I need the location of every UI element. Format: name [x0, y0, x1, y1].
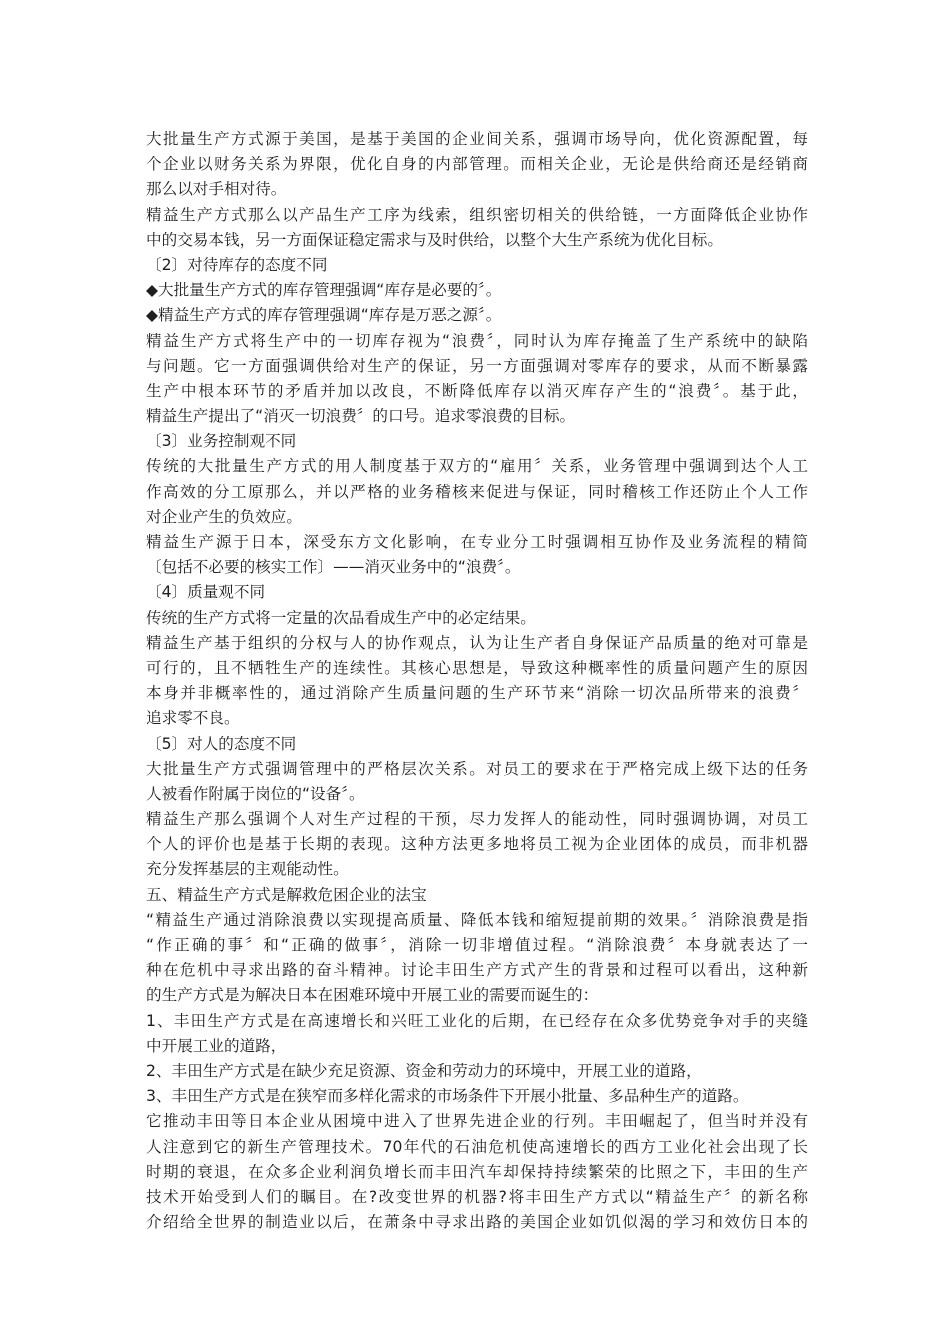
text-line: ◆大批量生产方式的库存管理强调“库存是必要的〞。: [146, 281, 502, 300]
document-body: [146, 127, 808, 1235]
text-line: 精益生产基于组织的分权与人的协作观点，认为让生产者自身保证产品质量的绝对可靠是: [146, 633, 808, 652]
paragraph: [146, 757, 808, 807]
text-line: 〔4〕质量观不同: [146, 583, 266, 602]
text-line: 个企业以财务关系为界限，优化自身的内部管理。而相关企业，无论是供给商还是经销商: [146, 155, 808, 174]
paragraph: [146, 454, 808, 530]
text-line: 〔3〕业务控制观不同: [146, 432, 297, 451]
text-line: 那么以对手相对待。: [146, 180, 287, 199]
paragraph: [146, 1109, 808, 1235]
text-line: 精益生产那么强调个人对生产过程的干预，尽力发挥人的能动性，同时强调协调，对员工: [146, 810, 808, 829]
text-line: ◆精益生产方式的库存管理强调“库存是万恶之源〞。: [146, 306, 502, 325]
text-line: 时期的衰退，在众多企业利润负增长而丰田汽车却保持持续繁荣的比照之下，丰田的生产: [146, 1162, 808, 1181]
text-line: 人注意到它的新生产管理技术。70年代的石油危机使高速增长的西方工业化社会出现了长: [146, 1137, 808, 1156]
paragraph: [146, 203, 808, 253]
paragraph: [146, 1059, 808, 1084]
text-line: 大批量生产方式强调管理中的严格层次关系。对员工的要求在于严格完成上级下达的任务: [146, 759, 808, 778]
text-line: 生产中根本环节的矛盾并加以改良，不断降低库存以消灭库存产生的“浪费〞。基于此，: [146, 381, 808, 400]
text-line: 2、丰田生产方式是在缺少充足资源、资金和劳动力的环境中，开展工业的道路，: [146, 1061, 702, 1080]
text-line: 1、丰田生产方式是在高速增长和兴旺工业化的后期，在已经存在众多优势竞争对手的夹缝: [146, 1011, 808, 1030]
paragraph: [146, 908, 808, 1009]
text-line: “作正确的事〞和“正确的做事〞，消除一切非增值过程。“消除浪费〞本身就表达了一: [146, 936, 808, 954]
text-line: 个人的评价也是基于长期的表现。这种方法更多地将员工视为企业团体的成员，而非机器: [146, 835, 808, 854]
paragraph: [146, 303, 808, 328]
text-line: 本身并非概率性的，通过消除产生质量问题的生产环节来“消除一切次品所带来的浪费〞: [146, 684, 808, 703]
paragraph: [146, 1084, 808, 1109]
text-line: 〔2〕对待库存的态度不同: [146, 255, 328, 274]
paragraph: [146, 1009, 808, 1059]
text-line: 与问题。它一方面强调供给对生产的保证，另一方面强调对零库存的要求，从而不断暴露: [146, 356, 808, 375]
text-line: 中的交易本钱，另一方面保证稳定需求与及时供给，以整个大生产系统为优化目标。: [146, 230, 723, 249]
paragraph: [146, 807, 808, 883]
text-line: 技术开始受到人们的瞩目。在?改变世界的机器?将丰田生产方式以“精益生产〞的新名称: [146, 1187, 808, 1206]
text-line: 中开展工业的道路，: [146, 1036, 287, 1055]
text-line: 传统的大批量生产方式的用人制度基于双方的“雇用〞关系，业务管理中强调到达个人工: [146, 457, 808, 476]
text-line: “精益生产通过消除浪费以实现提高质量、降低本钱和缩短提前期的效果。〞消除浪费是指: [146, 910, 808, 929]
section-heading: [146, 429, 808, 454]
text-line: 五、精益生产方式是解救危困企业的法宝: [146, 885, 427, 904]
text-line: 种在危机中寻求出路的奋斗精神。讨论丰田生产方式产生的背景和过程可以看出，这种新: [146, 961, 808, 980]
text-line: 精益生产源于日本，深受东方文化影响，在专业分工时强调相互协作及业务流程的精简: [146, 533, 808, 551]
text-line: 精益生产提出了“消灭一切浪费〞的口号。追求零浪费的目标。: [146, 407, 576, 426]
paragraph: [146, 606, 808, 631]
text-line: 〔包括不必要的核实工作〕——消灭业务中的“浪费〞。: [146, 558, 521, 577]
paragraph: [146, 127, 808, 203]
paragraph: [146, 631, 808, 732]
text-line: 人被看作附属于岗位的“设备〞。: [146, 784, 365, 803]
text-line: 传统的生产方式将一定量的次品看成生产中的必定结果。: [146, 608, 536, 627]
text-line: 的生产方式是为解决日本在困难环境中开展工业的需要而诞生的：: [146, 986, 599, 1005]
text-line: 介绍给全世界的制造业以后，在萧条中寻求出路的美国企业如饥似渴的学习和效仿日本的: [146, 1213, 808, 1232]
text-line: 大批量生产方式源于美国，是基于美国的企业间关系，强调市场导向，优化资源配置，每: [146, 130, 808, 148]
section-heading: [146, 732, 808, 757]
text-line: 精益生产方式那么以产品生产工序为线索，组织密切相关的供给链，一方面降低企业协作: [146, 205, 808, 224]
text-line: 〔5〕对人的态度不同: [146, 734, 297, 753]
paragraph: [146, 278, 808, 303]
text-line: 3、丰田生产方式是在狭窄而多样化需求的市场条件下开展小批量、多品种生产的道路。: [146, 1087, 749, 1106]
text-line: 对企业产生的负效应。: [146, 507, 302, 526]
paragraph: [146, 329, 808, 430]
text-line: 作高效的分工原那么，并以严格的业务稽核来促进与保证，同时稽核工作还防止个人工作: [146, 482, 808, 501]
text-line: 充分发挥基层的主观能动性。: [146, 860, 349, 879]
section-heading: [146, 883, 808, 908]
text-line: 精益生产方式将生产中的一切库存视为“浪费〞，同时认为库存掩盖了生产系统中的缺陷: [146, 331, 808, 350]
text-line: 追求零不良。: [146, 709, 240, 728]
paragraph: [146, 530, 808, 580]
text-line: 可行的，且不牺牲生产的连续性。其核心思想是，导致这种概率性的质量问题产生的原因: [146, 658, 808, 677]
section-heading: [146, 253, 808, 278]
section-heading: [146, 580, 808, 605]
text-line: 它推动丰田等日本企业从困境中进入了世界先进企业的行列。丰田崛起了，但当时并没有: [146, 1112, 808, 1131]
